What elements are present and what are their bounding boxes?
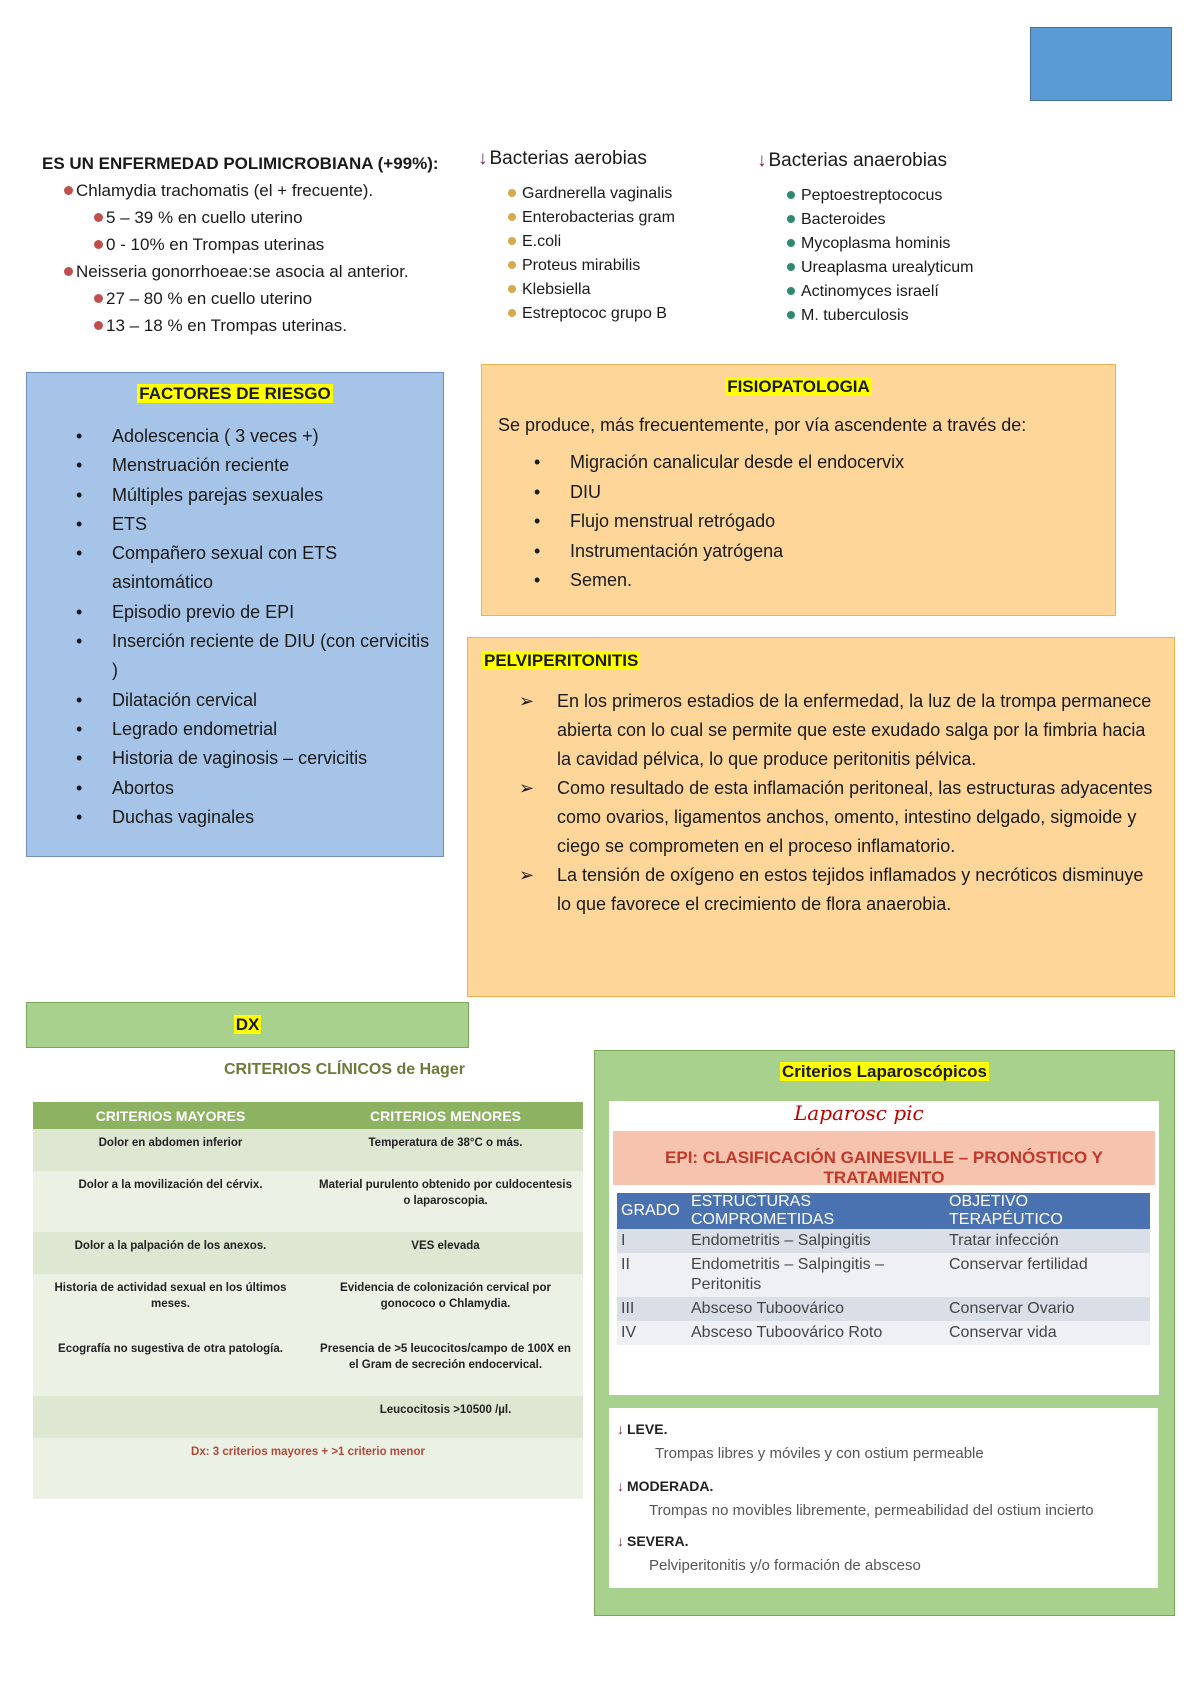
corner-blue-box: [1030, 27, 1172, 101]
chevron-right-icon: ➢: [519, 778, 535, 798]
neisseria-sub2: 13 – 18 % en Trompas uterinas.: [106, 316, 347, 335]
table-row: III Absceso Tuboovárico Conservar Ovario: [617, 1297, 1150, 1321]
bullet-dot-icon: [94, 294, 103, 303]
severa-desc: Pelviperitonitis y/o formación de absceso: [649, 1557, 921, 1574]
neisseria-text: Neisseria gonorrhoeae:se asocia al anterior.: [76, 262, 409, 281]
list-item: • Adolescencia ( 3 veces +): [112, 422, 433, 451]
list-item: • Legrado endometrial: [112, 715, 433, 744]
list-item: Peptoestreptococus: [787, 184, 1057, 208]
lap-title: Criterios Laparoscópicos: [781, 1062, 987, 1081]
factores-riesgo-box: [26, 372, 444, 857]
list-item: • Dilatación cervical: [112, 686, 433, 715]
aerobias-title: Bacterias aerobias: [489, 148, 647, 169]
list-item: Actinomyces israelí: [787, 280, 1057, 304]
dx-box: [26, 1002, 469, 1048]
bullet-dot-icon: [787, 191, 795, 199]
bullet-dot-icon: [64, 267, 73, 276]
col-menores-header: CRITERIOS MENORES: [308, 1102, 583, 1129]
list-item: • Flujo menstrual retrógado: [570, 507, 1115, 537]
table-row: Ecografía no sugestiva de otra patología. Presencia de >5 leucocitos/campo de 100X en el Gram de secreción endocervical.: [33, 1335, 583, 1396]
col-mayores-header: CRITERIOS MAYORES: [33, 1102, 308, 1129]
chlamydia-sub2: 0 - 10% en Trompas uterinas: [106, 235, 325, 254]
table-row: Dolor a la palpación de los anexos. VES elevada: [33, 1232, 583, 1274]
bullet-dot-icon: [787, 263, 795, 271]
chlamydia-sub1: 5 – 39 % en cuello uterino: [106, 208, 303, 227]
intro-section: [42, 150, 482, 339]
list-item: Ureaplasma urealyticum: [787, 256, 1057, 280]
arrow-bullet-icon: ↓: [617, 1478, 624, 1494]
bullet-dot-icon: [508, 261, 516, 269]
anaerobias-title: Bacterias anaerobias: [768, 150, 947, 171]
list-item: Estreptococ grupo B: [508, 302, 738, 326]
list-item: Mycoplasma hominis: [787, 232, 1057, 256]
list-item: • DIU: [570, 478, 1115, 508]
list-item: ➢ En los primeros estadios de la enfermedad, la luz de la trompa permanece abierta con lo cual se permite que este exudado salga por la fimbria hacia la cavidad pélvica, lo que produce peritonitis pélvica.: [557, 687, 1156, 774]
severity-panel: [609, 1408, 1158, 1588]
list-item: • Compañero sexual con ETS asintomático: [112, 539, 433, 598]
hager-footnote: Dx: 3 criterios mayores + >1 criterio menor: [191, 1446, 425, 1458]
leve-desc: Trompas libres y móviles y con ostium permeable: [655, 1445, 984, 1462]
laparoscopicos-box: [594, 1050, 1175, 1616]
bullet-dot-icon: [787, 311, 795, 319]
list-item: • Abortos: [112, 774, 433, 803]
aerobias-list: [478, 148, 738, 326]
list-item: • Múltiples parejas sexuales: [112, 481, 433, 510]
list-item: Gardnerella vaginalis: [508, 182, 738, 206]
bullet-dot-icon: [94, 321, 103, 330]
leve-label: LEVE.: [627, 1421, 668, 1437]
bullet-dot-icon: [508, 309, 516, 317]
table-row: IV Absceso Tuboovárico Roto Conservar vida: [617, 1321, 1150, 1345]
handwritten-note: Laparosc pic: [794, 1101, 924, 1125]
list-item: E.coli: [508, 230, 738, 254]
col-estructuras-header: ESTRUCTURAS COMPROMETIDAS: [687, 1193, 945, 1229]
table-row: Historia de actividad sexual en los últimos meses. Evidencia de colonización cervical por gonococo o Chlamydia.: [33, 1274, 583, 1335]
list-item: • Duchas vaginales: [112, 803, 433, 832]
hager-table: [33, 1102, 583, 1499]
pelvi-title: PELVIPERITONITIS: [484, 651, 639, 670]
anaerobias-list: [757, 150, 1057, 328]
arrow-bullet-icon: ↓: [617, 1421, 624, 1437]
bullet-dot-icon: [94, 240, 103, 249]
list-item: • Inserción reciente de DIU (con cervicitis ): [112, 627, 433, 686]
arrow-bullet-icon: ↓: [757, 150, 767, 171]
chlamydia-text: Chlamydia trachomatis (el + frecuente).: [76, 181, 374, 200]
list-item: • ETS: [112, 510, 433, 539]
list-item: M. tuberculosis: [787, 304, 1057, 328]
col-objetivo-header: OBJETIVO TERAPÉUTICO: [945, 1193, 1150, 1229]
list-item: • Episodio previo de EPI: [112, 598, 433, 627]
bullet-dot-icon: [508, 285, 516, 293]
gainesville-table: [617, 1193, 1150, 1345]
bullet-dot-icon: [508, 213, 516, 221]
gainesville-title: EPI: CLASIFICACIÓN GAINESVILLE – PRONÓSTICO Y TRATAMIENTO: [665, 1148, 1103, 1187]
list-item: ➢ La tensión de oxígeno en estos tejidos inflamados y necróticos disminuye lo que favorece el crecimiento de flora anaerobia.: [557, 861, 1156, 919]
riesgo-title: FACTORES DE RIESGO: [139, 384, 331, 403]
list-item: Enterobacterias gram: [508, 206, 738, 230]
arrow-bullet-icon: ↓: [617, 1533, 624, 1549]
gainesville-panel: [609, 1101, 1159, 1395]
list-item: Bacteroides: [787, 208, 1057, 232]
table-row: I Endometritis – Salpingitis Tratar infección: [617, 1229, 1150, 1253]
moderada-label: MODERADA.: [627, 1478, 714, 1494]
list-item: Proteus mirabilis: [508, 254, 738, 278]
table-row: Dolor a la movilización del cérvix. Material purulento obtenido por culdocentesis o laparoscopia.: [33, 1171, 583, 1232]
table-row: Leucocitosis >10500 /µl.: [33, 1396, 583, 1438]
hager-title: CRITERIOS CLÍNICOS de Hager: [224, 1061, 465, 1078]
dx-title: DX: [235, 1015, 260, 1034]
bullet-dot-icon: [94, 213, 103, 222]
table-row: Dolor en abdomen inferior Temperatura de 38°C o más.: [33, 1129, 583, 1171]
list-item: • Historia de vaginosis – cervicitis: [112, 744, 433, 773]
list-item: Klebsiella: [508, 278, 738, 302]
chevron-right-icon: ➢: [519, 865, 535, 885]
list-item: • Instrumentación yatrógena: [570, 537, 1115, 567]
bullet-dot-icon: [787, 215, 795, 223]
severa-label: SEVERA.: [627, 1533, 689, 1549]
bullet-dot-icon: [787, 287, 795, 295]
fisio-lead: Se produce, más frecuentemente, por vía ascendente a través de:: [498, 415, 1027, 435]
intro-heading: ES UN ENFERMEDAD POLIMICROBIANA (+99%):: [42, 154, 439, 173]
list-item: ➢ Como resultado de esta inflamación peritoneal, las estructuras adyacentes como ovarios, ligamentos anchos, omento, intestino delgado, sigmoide y ciego se comprometen en el proceso inflamatorio.: [557, 774, 1156, 861]
fisio-title: FISIOPATOLOGIA: [727, 377, 870, 396]
arrow-bullet-icon: ↓: [478, 148, 488, 169]
bullet-dot-icon: [787, 239, 795, 247]
neisseria-sub1: 27 – 80 % en cuello uterino: [106, 289, 313, 308]
chevron-right-icon: ➢: [519, 691, 535, 711]
list-item: • Semen.: [570, 566, 1115, 596]
col-grado-header: GRADO: [617, 1193, 687, 1229]
list-item: • Migración canalicular desde el endocervix: [570, 448, 1115, 478]
moderada-desc: Trompas no movibles libremente, permeabilidad del ostium incierto: [649, 1502, 1094, 1519]
pelviperitonitis-box: [467, 637, 1175, 997]
bullet-dot-icon: [508, 189, 516, 197]
table-row: II Endometritis – Salpingitis – Peritonitis Conservar fertilidad: [617, 1253, 1150, 1297]
list-item: • Menstruación reciente: [112, 451, 433, 480]
bullet-dot-icon: [508, 237, 516, 245]
bullet-dot-icon: [64, 186, 73, 195]
fisiopatologia-box: [481, 364, 1116, 616]
